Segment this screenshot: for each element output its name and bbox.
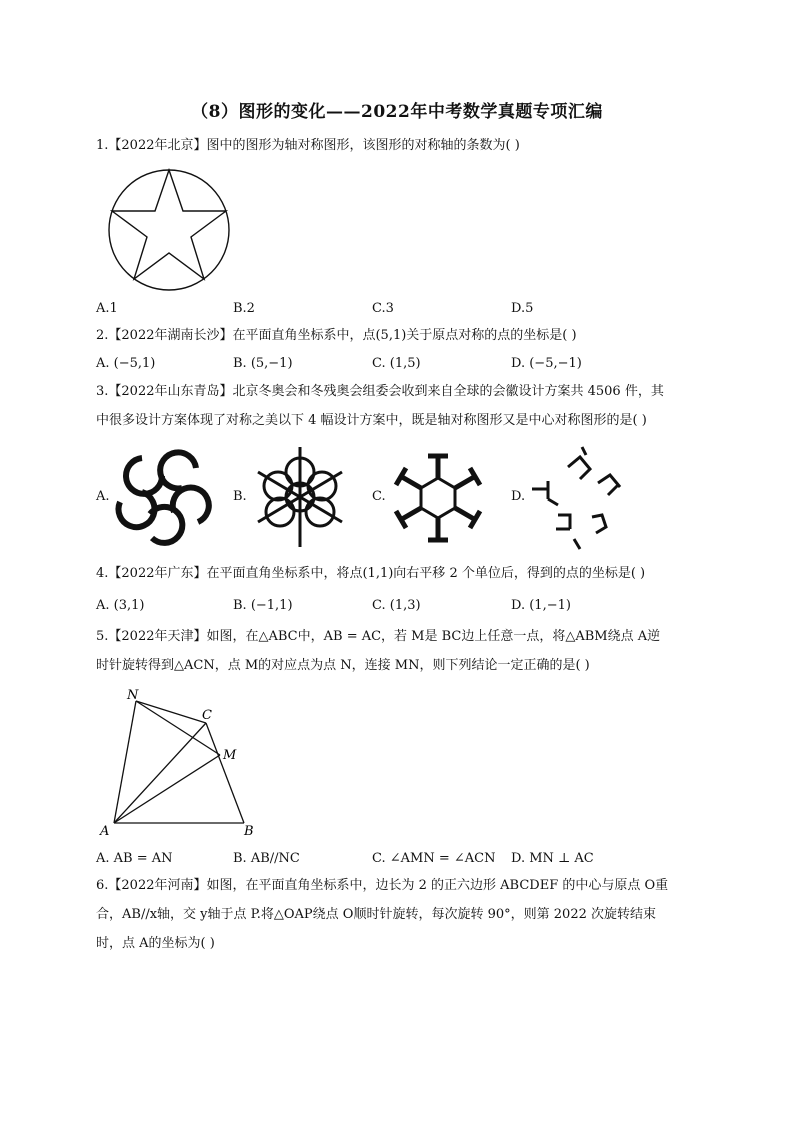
q3-option-c-logo	[388, 448, 488, 548]
q2-option-b[interactable]: B. (5,−1)	[233, 356, 293, 371]
q4-option-a[interactable]: A. (3,1)	[96, 598, 145, 613]
q3-option-b-logo	[250, 442, 350, 552]
q1-option-b[interactable]: B.2	[233, 301, 255, 316]
question-1-text: 1.【2022年北京】图中的图形为轴对称图形，该图形的对称轴的条数为( )	[96, 138, 520, 153]
q3-option-d-logo	[528, 445, 628, 550]
q3-option-a-logo	[112, 446, 212, 546]
question-6-line-2: 合，AB//x轴，交 y轴于点 P.将△OAP绕点 O顺时针旋转，每次旋转 90°，则第 2022 次旋转结束	[96, 907, 656, 922]
q2-option-c[interactable]: C. (1,5)	[372, 356, 421, 371]
page-title: （8）图形的变化——2022年中考数学真题专项汇编	[191, 102, 603, 122]
q5-option-b[interactable]: B. AB//NC	[233, 851, 300, 866]
q1-option-a[interactable]: A.1	[96, 301, 118, 316]
question-3-line-2: 中很多设计方案体现了对称之美以下 4 幅设计方案中，既是轴对称图形又是中心对称图形的是( )	[96, 413, 647, 428]
label-c: C	[202, 708, 212, 723]
q3-option-b[interactable]: B.	[233, 489, 247, 504]
question-3-line-1: 3.【2022年山东青岛】北京冬奥会和冬残奥会组委会收到来自全球的会徽设计方案共 4506 件，其	[96, 384, 664, 399]
q5-option-a[interactable]: A. AB = AN	[96, 851, 173, 866]
label-a: A	[100, 824, 110, 839]
question-2-text: 2.【2022年湖南长沙】在平面直角坐标系中，点(5,1)关于原点对称的点的坐标是( )	[96, 328, 577, 343]
q1-option-d[interactable]: D.5	[511, 301, 534, 316]
q5-option-d[interactable]: D. MN ⊥ AC	[511, 851, 594, 866]
label-b: B	[244, 824, 254, 839]
question-4-text: 4.【2022年广东】在平面直角坐标系中，将点(1,1)向右平移 2 个单位后，得到的点的坐标是( )	[96, 566, 646, 581]
q3-option-a[interactable]: A.	[96, 489, 110, 504]
question-5-line-2: 时针旋转得到△ACN，点 M的对应点为点 N，连接 MN，则下列结论一定正确的是( )	[96, 658, 590, 673]
q1-option-c[interactable]: C.3	[372, 301, 394, 316]
q4-option-b[interactable]: B. (−1,1)	[233, 598, 293, 613]
q2-option-d[interactable]: D. (−5,−1)	[511, 356, 582, 371]
label-m: M	[223, 748, 237, 763]
q4-option-c[interactable]: C. (1,3)	[372, 598, 421, 613]
q5-figure-triangle-rotation	[96, 683, 276, 843]
q3-option-c[interactable]: C.	[372, 489, 386, 504]
question-6-line-3: 时，点 A的坐标为( )	[96, 936, 215, 951]
question-6-line-1: 6.【2022年河南】如图，在平面直角坐标系中，边长为 2 的正六边形 ABCDEF 的中心与原点 O重	[96, 878, 669, 893]
label-n: N	[127, 688, 139, 703]
q5-option-c[interactable]: C. ∠AMN = ∠ACN	[372, 851, 496, 866]
q2-option-a[interactable]: A. (−5,1)	[96, 356, 156, 371]
question-5-line-1: 5.【2022年天津】如图，在△ABC中，AB = AC，若 M是 BC边上任意一点，将△ABM绕点 A逆	[96, 629, 661, 644]
q1-figure-star-in-circle	[104, 165, 234, 295]
q4-option-d[interactable]: D. (1,−1)	[511, 598, 571, 613]
q3-option-d[interactable]: D.	[511, 489, 526, 504]
